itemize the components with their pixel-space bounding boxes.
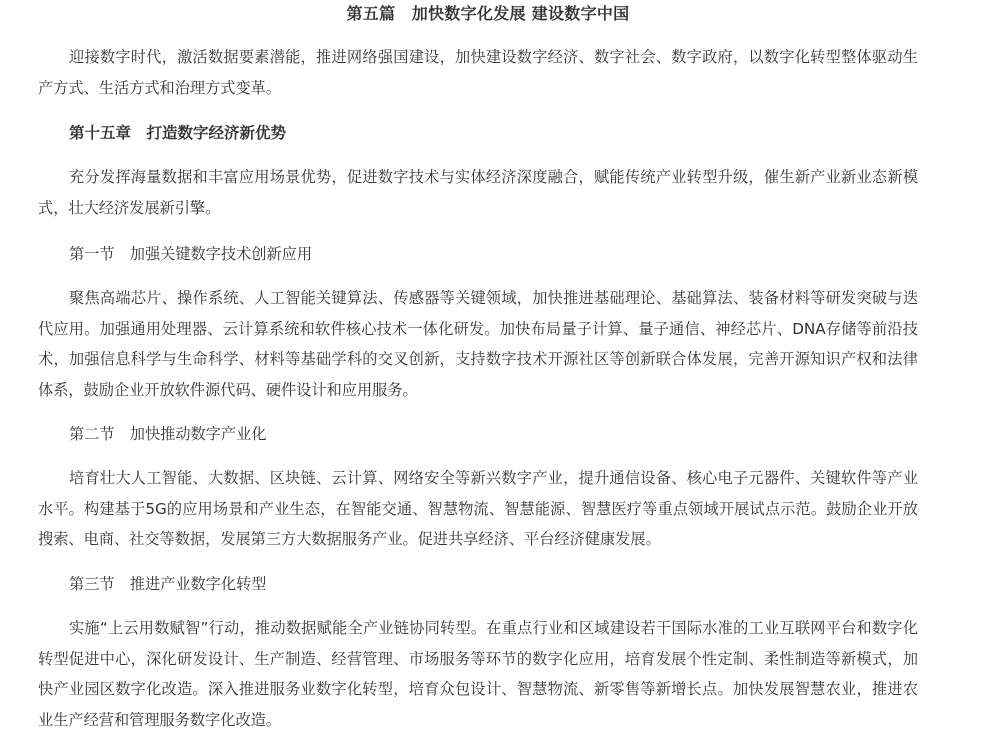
section-body-1: 聚焦高端芯片、操作系统、人工智能关键算法、传感器等关键领域，加快推进基础理论、基础算法、装备材料等研发突破与迭代应用。加强通用处理器、云计算系统和软件核心技术一体化研发。加快布局量子计算、量子通信、神经芯片、DNA存储等前沿技术，加强信息科学与生命科学、材料等基础学科的交叉创新，支持数字技术开源社区等创新联合体发展，完善开源知识产权和法律体系，鼓励企业开放软件源代码、硬件设计和应用服务。 — [38, 289, 918, 399]
chapter-intro-paragraph: 充分发挥海量数据和丰富应用场景优势，促进数字技术与实体经济深度融合，赋能传统产业转型升级，催生新产业新业态新模式，壮大经济发展新引擎。 — [38, 168, 918, 217]
section-title-2: 第二节 加快推动数字产业化 — [69, 425, 267, 443]
section-title-1: 第一节 加强关键数字技术创新应用 — [69, 245, 312, 263]
part-intro-paragraph: 迎接数字时代，激活数据要素潜能，推进网络强国建设，加快建设数字经济、数字社会、数字政府，以数字化转型整体驱动生产方式、生活方式和治理方式变革。 — [38, 48, 918, 97]
section-body-2: 培育壮大人工智能、大数据、区块链、云计算、网络安全等新兴数字产业，提升通信设备、核心电子元器件、关键软件等产业水平。构建基于5G的应用场景和产业生态，在智能交通、智慧物流、智慧能源、智慧医疗等重点领域开展试点示范。鼓励企业开放搜索、电商、社交等数据，发展第三方大数据服务产业。促进共享经济、平台经济健康发展。 — [38, 469, 918, 548]
section-title-3: 第三节 推进产业数字化转型 — [69, 575, 267, 593]
part-title: 第五篇 加快数字化发展 建设数字中国 — [346, 4, 630, 23]
section-body-3: 实施“上云用数赋智”行动，推动数据赋能全产业链协同转型。在重点行业和区域建设若干国际水准的工业互联网平台和数字化转型促进中心，深化研发设计、生产制造、经营管理、市场服务等环节的数字化应用，培育发展个性定制、柔性制造等新模式，加快产业园区数字化改造。深入推进服务业数字化转型，培育众包设计、智慧物流、新零售等新增长点。加快发展智慧农业，推进农业生产经营和管理服务数字化改造。 — [38, 619, 918, 729]
chapter-title: 第十五章 打造数字经济新优势 — [69, 124, 287, 142]
